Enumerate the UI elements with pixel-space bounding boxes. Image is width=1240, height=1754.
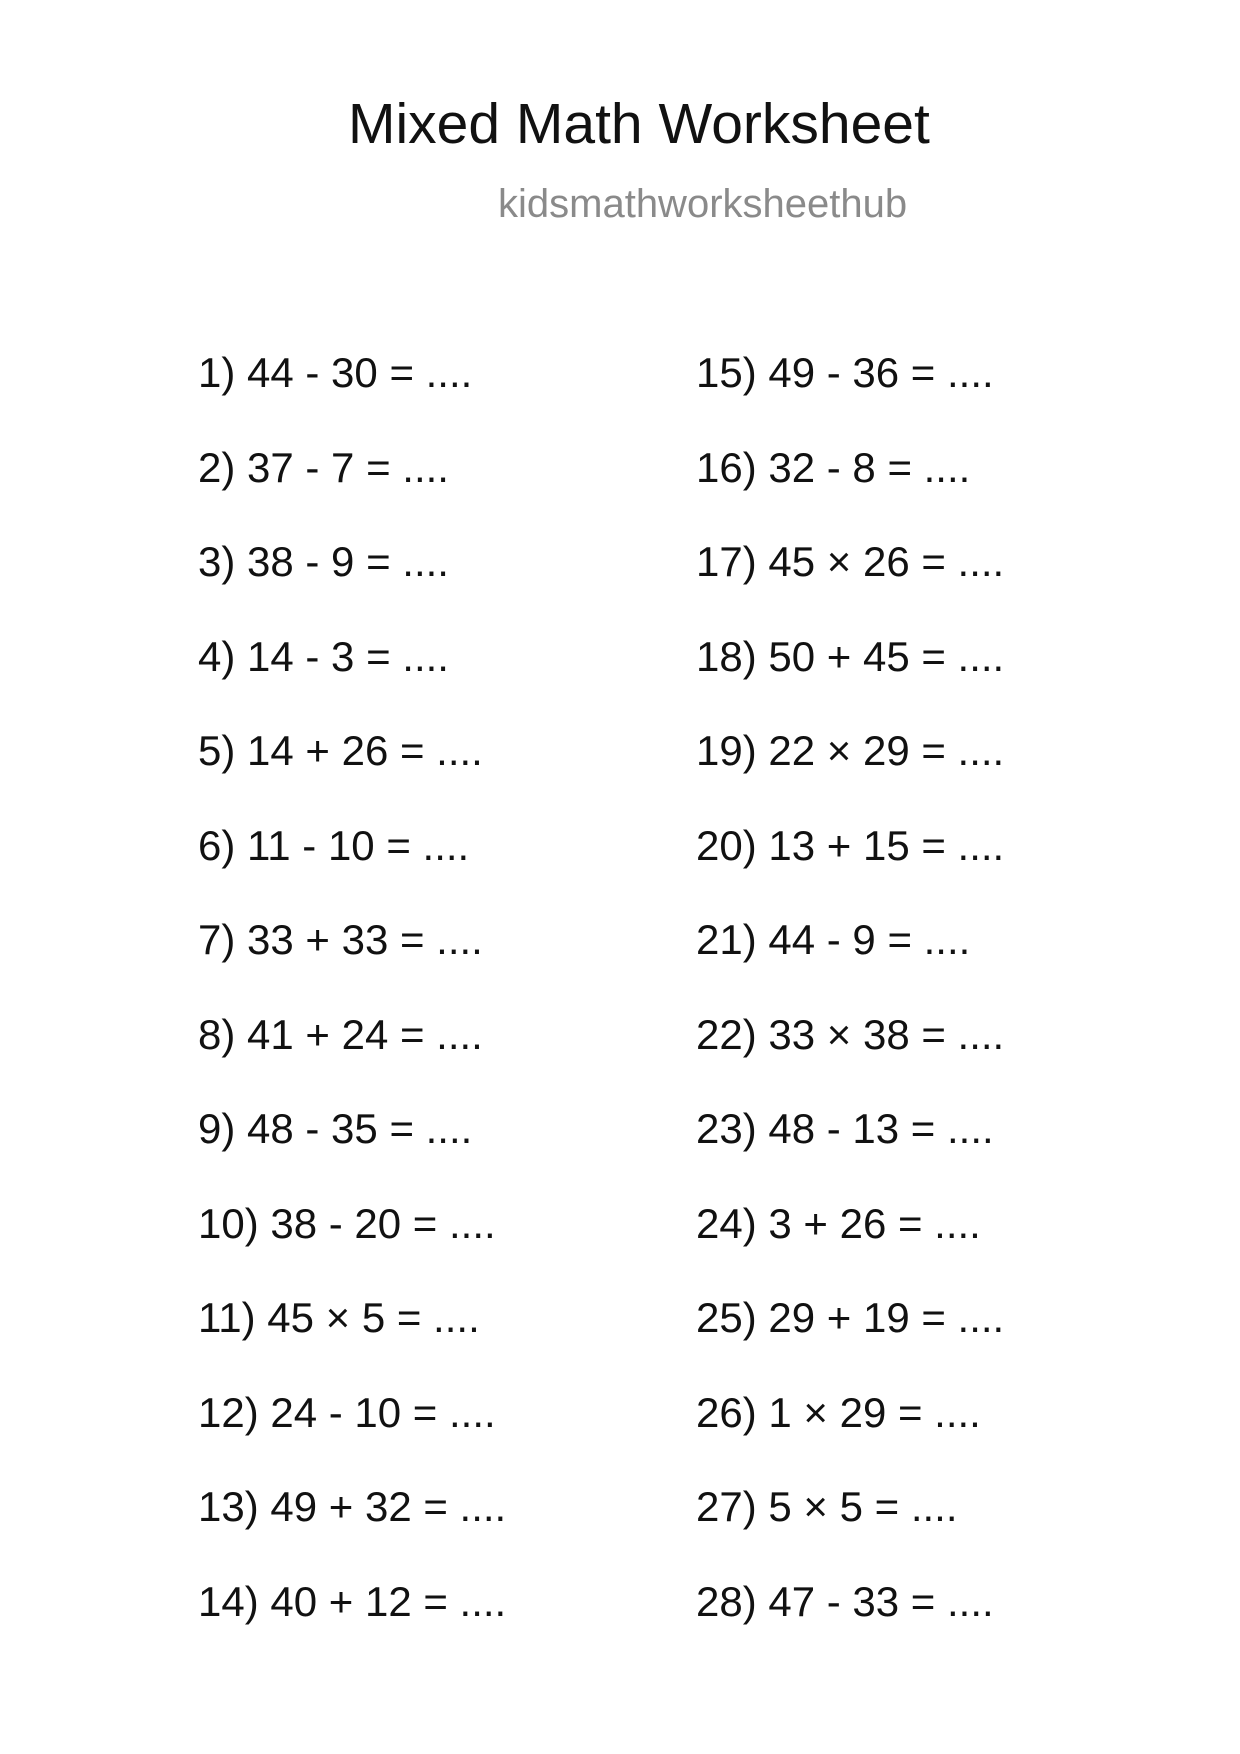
- problem-18: 18) 50 + 45 = ....: [696, 632, 1005, 680]
- problem-17: 17) 45 × 26 = ....: [696, 538, 1005, 585]
- problem-14: 14) 40 + 12 = ....: [198, 1577, 507, 1625]
- problem-7: 7) 33 + 33 = ....: [198, 916, 483, 963]
- problem-3: 3) 38 - 9 = ....: [198, 538, 449, 585]
- problem-5: 5) 14 + 26 = ....: [198, 727, 483, 774]
- problem-27: 27) 5 × 5 = ....: [696, 1483, 958, 1530]
- problems-column-right: [696, 349, 1005, 1675]
- problem-22: 22) 33 × 38 = ....: [696, 1010, 1005, 1058]
- problem-12: 12) 24 - 10 = ....: [198, 1388, 496, 1436]
- problem-24: 24) 3 + 26 = ....: [696, 1199, 981, 1247]
- problem-13: 13) 49 + 32 = ....: [198, 1483, 507, 1530]
- problem-23: 23) 48 - 13 = ....: [696, 1105, 994, 1152]
- problem-9: 9) 48 - 35 = ....: [198, 1105, 473, 1152]
- problem-2: 2) 37 - 7 = ....: [198, 443, 449, 491]
- problem-8: 8) 41 + 24 = ....: [198, 1010, 483, 1058]
- problem-21: 21) 44 - 9 = ....: [696, 916, 971, 963]
- problem-4: 4) 14 - 3 = ....: [198, 632, 449, 680]
- problem-28: 28) 47 - 33 = ....: [696, 1577, 994, 1625]
- problem-15: 15) 49 - 36 = ....: [696, 349, 994, 396]
- problems-column-left: [198, 349, 507, 1675]
- problem-20: 20) 13 + 15 = ....: [696, 821, 1005, 869]
- page-subtitle: kidsmathworksheethub: [498, 182, 908, 226]
- page-title: Mixed Math Worksheet: [348, 92, 930, 156]
- problem-26: 26) 1 × 29 = ....: [696, 1388, 981, 1436]
- problem-19: 19) 22 × 29 = ....: [696, 727, 1005, 774]
- problem-11: 11) 45 × 5 = ....: [198, 1294, 480, 1341]
- problem-16: 16) 32 - 8 = ....: [696, 443, 971, 491]
- problem-6: 6) 11 - 10 = ....: [198, 821, 470, 869]
- problem-10: 10) 38 - 20 = ....: [198, 1199, 496, 1247]
- problem-25: 25) 29 + 19 = ....: [696, 1294, 1005, 1341]
- problem-1: 1) 44 - 30 = ....: [198, 349, 473, 396]
